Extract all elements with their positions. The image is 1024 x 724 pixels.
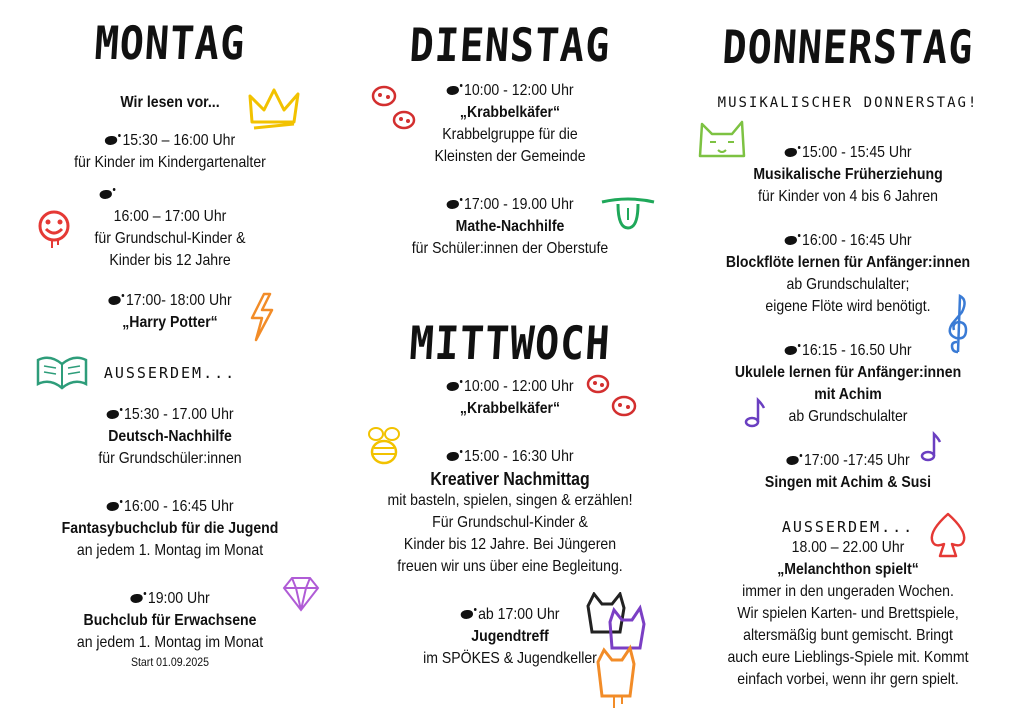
cat-icon	[696, 116, 748, 162]
music-note-icon	[920, 430, 942, 462]
event-title: Ukulele lernen für Anfänger:innen	[734, 364, 962, 381]
ladybug-icon	[366, 78, 420, 134]
splat-icon	[446, 200, 458, 209]
event-desc: Krabbelgruppe für die	[442, 126, 578, 143]
bee-icon	[364, 424, 404, 468]
event-note: Start 01.09.2025	[130, 655, 210, 669]
event-desc: für Kinder von 4 bis 6 Jahren	[757, 188, 939, 205]
event-time: 19:00 Uhr	[147, 590, 210, 607]
event-title: Blockflöte lernen für Anfänger:innen	[725, 254, 971, 271]
splat-icon	[106, 410, 118, 419]
event-desc: Kleinsten der Gemeinde	[434, 148, 586, 165]
splat-icon	[105, 136, 117, 145]
day-title-mittwoch: MITTWOCH	[408, 317, 612, 371]
splat-icon	[446, 86, 458, 95]
splat-icon	[130, 594, 142, 603]
event-desc: Wir spielen Karten- und Brettspiele,	[737, 605, 959, 622]
music-note-icon	[744, 396, 766, 428]
fox-icon	[584, 592, 668, 712]
book-icon	[34, 350, 90, 392]
event-title: „Krabbelkäfer“	[459, 104, 561, 121]
ausserdem-heading: AUSSERDEM...	[103, 364, 237, 382]
day-title-donnerstag: DONNERSTAG	[720, 21, 976, 75]
event-time: 17:00 - 19.00 Uhr	[464, 196, 574, 213]
splat-icon	[100, 190, 112, 199]
event-time: 16:15 - 16.50 Uhr	[802, 342, 912, 359]
event-time: ab 17:00 Uhr	[478, 606, 560, 623]
splat-icon	[108, 296, 120, 305]
event-desc: altersmäßig bunt gemischt. Bringt	[743, 627, 953, 644]
event-time: 16:00 - 16:45 Uhr	[124, 498, 234, 515]
splat-icon	[446, 452, 458, 461]
event-desc: an jedem 1. Montag im Monat	[76, 634, 264, 651]
event-time: 16:00 - 16:45 Uhr	[802, 232, 912, 249]
event-title: Mathe-Nachhilfe	[455, 218, 565, 235]
event-desc: für Grundschüler:innen	[98, 450, 242, 467]
event-desc: einfach vorbei, wenn ihr gern spielt.	[737, 671, 959, 688]
event-time: 17:00 -17:45 Uhr	[803, 452, 910, 469]
event-time: 16:00 – 17:00 Uhr	[113, 208, 227, 225]
event-time: 15:30 – 16:00 Uhr	[122, 132, 236, 149]
event-desc: Für Grundschul-Kinder &	[432, 514, 588, 531]
donnerstag-subtitle: MUSIKALISCHER DONNERSTAG!	[717, 95, 979, 111]
day-title-montag: MONTAG	[93, 17, 247, 71]
event-title: Buchclub für Erwachsene	[83, 612, 257, 629]
event-title: Kreativer Nachmittag	[430, 469, 590, 489]
event-desc: auch eure Lieblings-Spiele mit. Kommt	[727, 649, 969, 666]
event-desc: immer in den ungeraden Wochen.	[742, 583, 954, 600]
event-desc: für Kinder im Kindergartenalter	[74, 154, 266, 171]
splat-icon	[784, 148, 796, 157]
splat-icon	[784, 346, 796, 355]
event-time: 17:00- 18:00 Uhr	[125, 292, 232, 309]
tongue-icon	[598, 196, 658, 232]
event-title: Deutsch-Nachhilfe	[108, 428, 232, 445]
event-desc: an jedem 1. Montag im Monat	[76, 542, 264, 559]
treble-clef-icon	[944, 290, 972, 356]
event-time: 18.00 – 22.00 Uhr	[791, 539, 905, 556]
smiley-icon	[32, 206, 76, 250]
event-time: 15:00 - 15:45 Uhr	[802, 144, 912, 161]
event-desc: Kinder bis 12 Jahre. Bei Jüngeren	[403, 536, 617, 553]
event-title: „Krabbelkäfer“	[459, 400, 561, 417]
day-title-dienstag: DIENSTAG	[408, 19, 612, 73]
ladybug-icon	[582, 370, 642, 422]
event-desc: Kinder bis 12 Jahre	[109, 252, 231, 269]
event-desc: ab Grundschulalter;	[786, 276, 910, 293]
splat-icon	[786, 456, 798, 465]
montag-intro: Wir lesen vor...	[120, 94, 220, 111]
spade-icon	[926, 510, 970, 560]
event-title: Singen mit Achim & Susi	[764, 474, 932, 491]
event-time: 10:00 - 12:00 Uhr	[464, 378, 574, 395]
event-desc: im SPÖKES & Jugendkeller	[423, 650, 597, 667]
lightning-icon	[246, 292, 276, 342]
event-desc: für Grundschul-Kinder &	[94, 230, 246, 247]
crown-icon	[248, 88, 302, 134]
event-title: Fantasybuchclub für die Jugend	[61, 520, 279, 537]
event-desc: ab Grundschulalter	[788, 408, 908, 425]
ausserdem-heading: AUSSERDEM...	[781, 518, 915, 536]
event-time: 15:30 - 17.00 Uhr	[124, 406, 234, 423]
splat-icon	[106, 502, 118, 511]
event-title: „Harry Potter“	[122, 314, 218, 331]
event-desc: mit basteln, spielen, singen & erzählen!	[387, 492, 633, 509]
event-time: 10:00 - 12:00 Uhr	[464, 82, 574, 99]
event-title: mit Achim	[814, 386, 882, 403]
event-title: Jugendtreff	[471, 628, 549, 645]
event-title: „Melanchthon spielt“	[777, 561, 919, 578]
event-title: Musikalische Früherziehung	[753, 166, 943, 183]
splat-icon	[446, 382, 458, 391]
splat-icon	[460, 610, 472, 619]
event-desc: für Schüler:innen der Oberstufe	[411, 240, 609, 257]
event-desc: eigene Flöte wird benötigt.	[765, 298, 931, 315]
event-desc: freuen wir uns über eine Begleitung.	[397, 558, 623, 575]
splat-icon	[784, 236, 796, 245]
diamond-icon	[282, 576, 320, 612]
event-time: 15:00 - 16:30 Uhr	[464, 448, 574, 465]
